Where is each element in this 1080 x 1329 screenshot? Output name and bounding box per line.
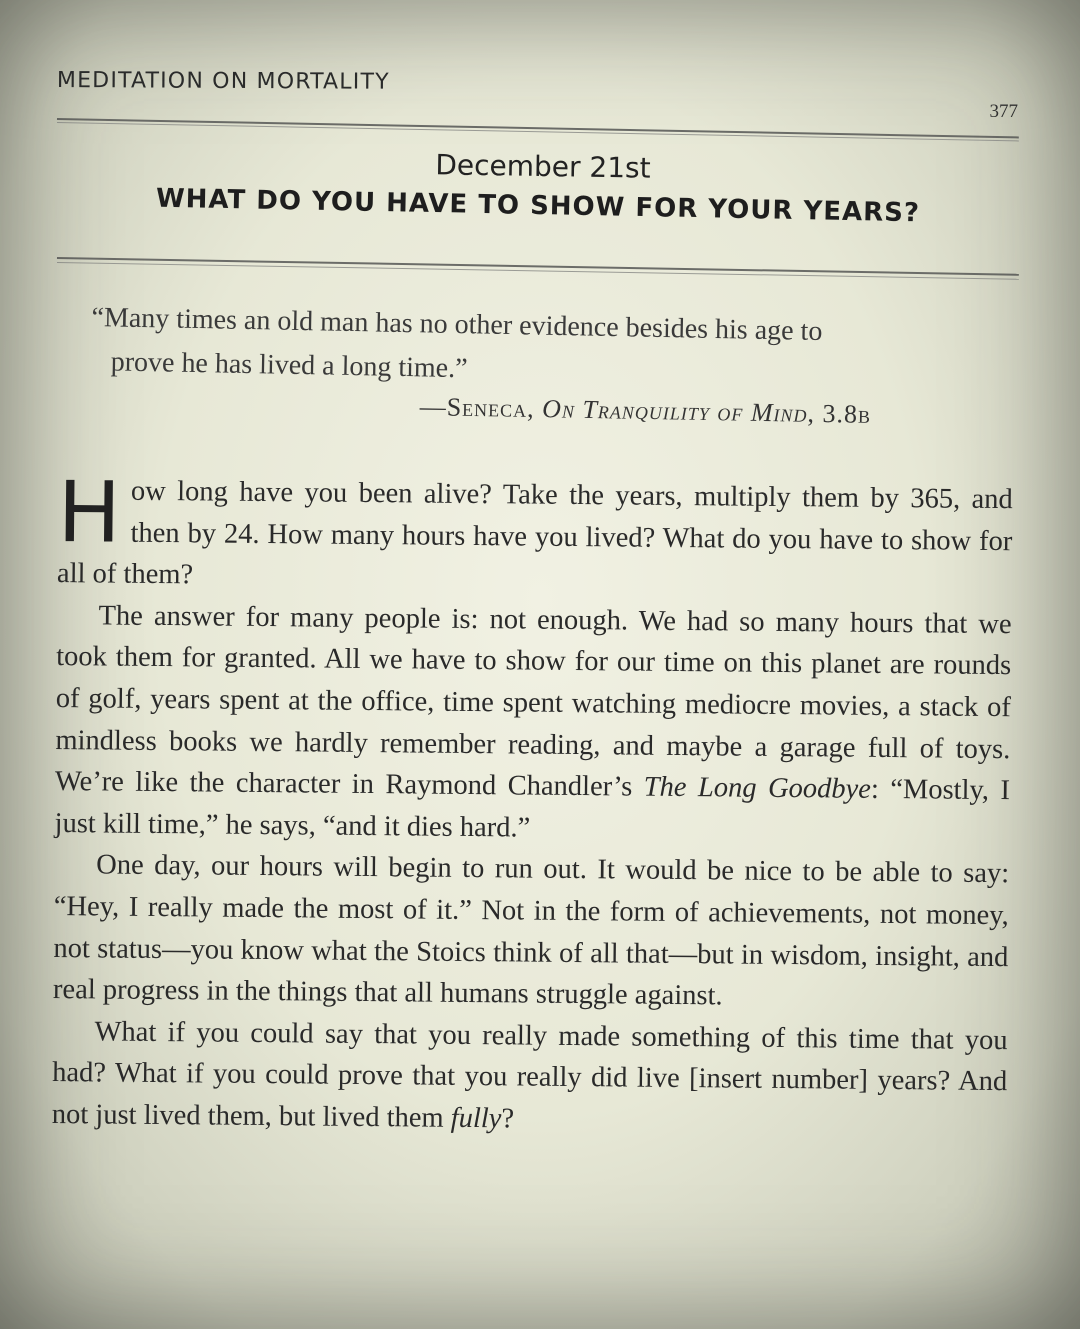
title-rule [57,257,1019,276]
epigraph-line-1: “Many times an old man has no other evidence besides his age to [91,301,823,348]
emphasis-fully: fully [450,1102,502,1135]
header-rule-thin [57,122,1019,141]
paragraph-3: One day, our hours will begin to run out. It would be nice to be able to say: “Hey, I really made the most of it.” Not in the form of achievements, not money, not status—you know what the Stoics think of all that—but in wisdom, insight, and real progress in the things that all humans struggle against. [52,849,1010,1012]
page-number: 377 [989,101,1018,122]
attribution-ref: , 3.8b [807,398,872,429]
running-head: MEDITATION ON MORTALITY [56,68,390,95]
paragraph-1 [56,463,1013,604]
paragraph-4-text-b: ? [501,1103,515,1135]
paragraph-2-text-b: : “Mostly, I just kill time,” he says, “and it dies hard.” [54,773,1011,844]
drop-cap: H [57,463,122,562]
attribution-author: —Seneca, [419,392,543,424]
header-rule [57,118,1019,138]
attribution-work: On Tranquility of Mind [541,394,808,428]
epigraph-quote [90,296,972,401]
entry-headline: WHAT DO YOU HAVE TO SHOW FOR YOUR YEARS? [155,183,921,229]
paragraph-4-text-a: What if you could say that you really made something of this time that you had? What if you could prove that you really did live [insert number] years? And not just lived them, but lived them [51,1016,1008,1134]
book-title: The Long Goodbye [643,771,872,805]
paragraph-2 [54,595,1011,854]
paragraph-2-text-a: The answer for many people is: not enough. We had so many hours that we took them for granted. All we have to show for our time on this planet are rounds of golf, years spent at the office, time spent watching mediocre movies, a stack of mindless books we hardly remember reading, and maybe a garage full of toys. We’re like the character in Raymond Chandler’s [54,600,1012,803]
body-text [51,463,1013,1145]
epigraph-line-2: prove he has lived a long time.” [110,346,468,385]
entry-date: December 21st [435,148,651,185]
paragraph-1-text: ow long have you been alive? Take the years, multiply them by 365, and then by 24. How many hours have you lived? What do you have to show for all of them? [56,475,1013,591]
paragraph-4 [52,1011,1008,1145]
